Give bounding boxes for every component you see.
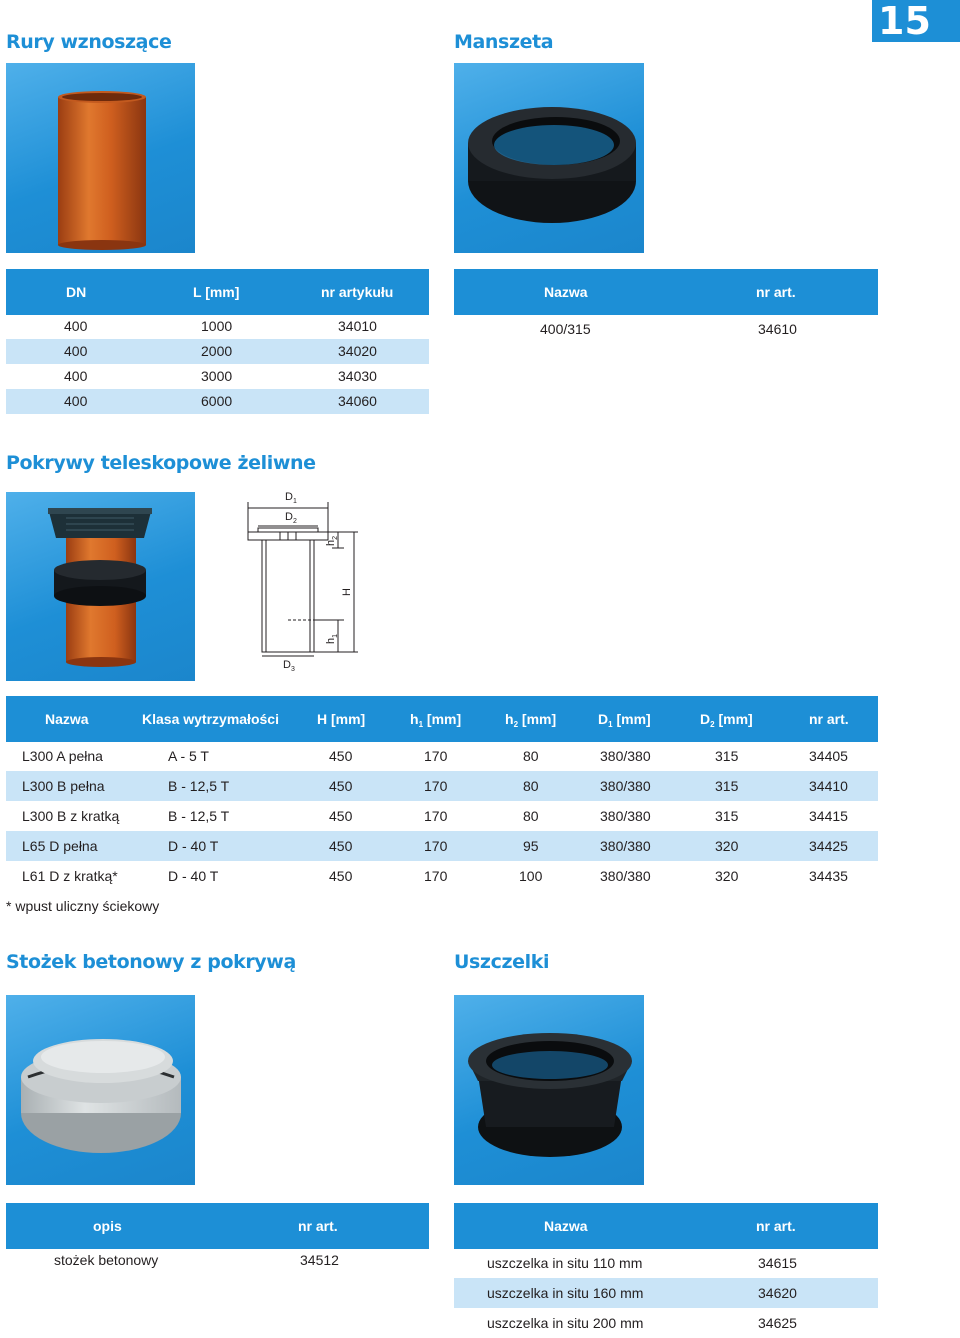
cell-h2: 95 [523,838,539,854]
table-row [6,801,878,831]
cell-dn: 400 [64,318,88,334]
table-row [454,317,878,342]
covers-table-header [6,696,878,742]
cell-name: L61 D z kratką* [22,868,118,884]
seals-photo [454,995,644,1185]
cell-dn: 400 [64,343,88,359]
cell-article: 34405 [809,748,848,764]
cell-d1: 380/380 [600,778,651,794]
label-d3: D [283,659,291,671]
cell-article: 34060 [338,393,377,409]
cell-length: 2000 [201,343,233,359]
svg-text:D1: $D_1$ [285,491,297,505]
cell-height: 450 [329,808,353,824]
col-h2: $h_2$ [mm] [505,711,557,729]
table-row [6,771,878,801]
black-seal-image [454,995,644,1185]
cell-length: 6000 [201,393,233,409]
col-d2: $D_2$ [mm] [700,711,753,729]
cell-h2: 100 [519,868,543,884]
svg-text:h2: $h_2$ [325,535,339,546]
table-row [6,741,878,771]
cell-article: 34415 [809,808,848,824]
svg-text:h1: $h_1$ [325,633,339,644]
cell-article: 34020 [338,343,377,359]
footnote: * wpust uliczny ściekowy [6,898,160,914]
col-name: Nazwa [544,1218,588,1234]
col-class: Klasa wytrzymałości [142,711,279,727]
cell-h1: 170 [424,868,448,884]
col-article: nr art. [809,711,849,727]
cell-dn: 400 [64,393,88,409]
cell-h2: 80 [523,808,539,824]
cell-d2: 320 [715,868,739,884]
section-title-collar: Manszeta [454,31,554,53]
table-row [454,1278,878,1308]
cell-d2: 320 [715,838,739,854]
cell-height: 450 [329,868,353,884]
cell-h1: 170 [424,748,448,764]
cell-article: 34010 [338,318,377,334]
cell-name: uszczelka in situ 110 mm [487,1255,643,1271]
col-article: nr art. [298,1218,338,1234]
orange-pipe-image [6,63,195,253]
cell-article: 34610 [758,321,797,337]
table-row [6,861,878,891]
cell-article: 34620 [758,1285,797,1301]
col-d1: $D_1$ [mm] [598,711,651,729]
concrete-cone-photo [6,995,195,1185]
cell-d1: 380/380 [600,868,651,884]
cell-class: A - 5 T [168,748,209,764]
col-name: Nazwa [544,284,588,300]
cell-article: 34435 [809,868,848,884]
cell-h1: 170 [424,838,448,854]
table-row [6,831,878,861]
table-row [454,1308,878,1338]
concrete-cone-image [6,995,195,1185]
table-row [6,389,429,414]
concrete-cone-table-header [6,1203,429,1249]
page-number: 15 [872,0,960,42]
cell-h2: 80 [523,778,539,794]
col-h1: $h_1$ [mm] [410,711,462,729]
cell-name: L300 B pełna [22,778,105,794]
table-row [454,1248,878,1278]
section-title-riser-pipes: Rury wznoszące [6,31,172,53]
section-title-concrete-cone: Stożek betonowy z pokrywą [6,951,296,973]
cell-class: B - 12,5 T [168,778,230,794]
telescopic-cover-photo [6,492,195,681]
cell-d2: 315 [715,748,739,764]
cell-name: uszczelka in situ 160 mm [487,1285,644,1301]
col-description: opis [93,1218,122,1234]
cell-h1: 170 [424,808,448,824]
cell-h1: 170 [424,778,448,794]
cell-class: D - 40 T [168,838,219,854]
label-d1: D [285,491,293,503]
cell-article: 34615 [758,1255,797,1271]
cell-article: 34030 [338,368,377,384]
table-row [6,314,429,339]
label-d2: D [285,511,293,523]
cell-name: 400/315 [540,321,591,337]
cell-article: 34425 [809,838,848,854]
riser-pipes-table-header [6,269,429,315]
cell-d1: 380/380 [600,748,651,764]
cell-height: 450 [329,748,353,764]
cell-height: 450 [329,838,353,854]
col-dn: DN [66,284,87,300]
cell-d2: 315 [715,778,739,794]
col-height: H [mm] [317,711,366,727]
collar-photo [454,63,644,253]
cell-d2: 315 [715,808,739,824]
cell-d1: 380/380 [600,808,651,824]
col-article: nr art. [756,1218,796,1234]
label-h-total: H [341,588,353,596]
seals-table-header [454,1203,878,1249]
cell-article: 34410 [809,778,848,794]
section-title-seals: Uszczelki [454,951,550,973]
cell-height: 450 [329,778,353,794]
cell-description: stożek betonowy [54,1252,159,1268]
cell-name: L300 B z kratką [22,808,120,824]
col-article: nr art. [756,284,796,300]
table-row [6,339,429,364]
black-collar-image [454,63,644,253]
riser-pipe-photo [6,63,195,253]
label-h2: h [325,539,337,546]
cover-dimension-diagram [240,486,370,676]
telescopic-cover-image [6,492,195,681]
section-title-telescopic-covers: Pokrywy teleskopowe żeliwne [6,452,316,474]
cell-length: 3000 [201,368,233,384]
cell-article: 34512 [300,1252,339,1268]
cell-name: uszczelka in situ 200 mm [487,1315,644,1331]
cell-class: B - 12,5 T [168,808,230,824]
col-length: L [mm] [193,284,240,300]
table-row [6,1248,429,1273]
cell-class: D - 40 T [168,868,219,884]
label-h1: h [325,637,337,644]
cell-length: 1000 [201,318,233,334]
col-article: nr artykułu [321,284,394,300]
col-name: Nazwa [45,711,89,727]
svg-text:D2: $D_2$ [285,511,297,525]
cell-name: L65 D pełna [22,838,98,854]
cell-dn: 400 [64,368,88,384]
cell-d1: 380/380 [600,838,651,854]
table-row [6,364,429,389]
cell-article: 34625 [758,1315,797,1331]
cell-name: L300 A pełna [22,748,103,764]
svg-text:D3: $D_3$ [283,659,295,673]
cell-h2: 80 [523,748,539,764]
collar-table-header [454,269,878,315]
